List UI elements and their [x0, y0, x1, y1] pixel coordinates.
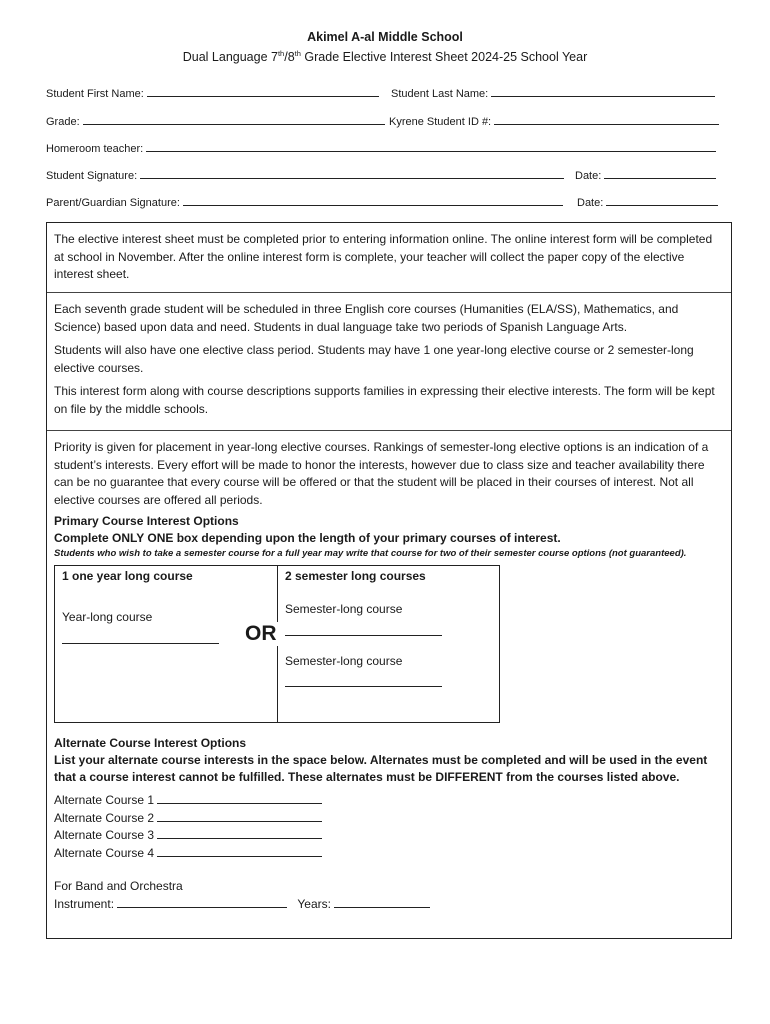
grade-field[interactable]	[83, 114, 385, 125]
schedule-p2: Students will also have one elective class period. Students may have 1 one year-long elective course or 2 semester-long elective courses.	[54, 343, 694, 375]
alternate-field-1[interactable]	[157, 793, 322, 804]
primary-instruction: Complete ONLY ONE box depending upon the length of your primary courses of interest.	[54, 531, 561, 545]
last-name-label: Student Last Name:	[391, 88, 489, 100]
alternate-row-1	[54, 792, 725, 810]
alternate-heading: Alternate Course Interest Options	[54, 736, 247, 750]
date1-row	[575, 168, 716, 182]
year-long-heading: 1 one year long course	[62, 569, 193, 583]
first-name-field[interactable]	[147, 86, 379, 97]
semester-label-1: Semester-long course	[285, 602, 403, 616]
semester-box	[278, 566, 499, 722]
alternate-label-3: Alternate Course 3	[54, 828, 155, 842]
homeroom-row	[46, 141, 716, 155]
date2-row	[577, 195, 718, 209]
alternate-label-1: Alternate Course 1	[54, 793, 155, 807]
semester-course-field-1[interactable]	[285, 634, 442, 636]
date2-field[interactable]	[606, 195, 718, 206]
intro-text: The elective interest sheet must be completed prior to entering information online. The online interest form will be completed at school in November. After the online interest form is complete, your teacher will collect the paper copy of the elective interest sheet.	[54, 232, 713, 281]
parent-signature-label: Parent/Guardian Signature:	[46, 197, 180, 209]
year-long-course-field[interactable]	[62, 642, 219, 644]
priority-section	[47, 431, 731, 919]
date1-field[interactable]	[604, 168, 716, 179]
school-title: Akimel A-al Middle School	[307, 30, 463, 44]
form-subtitle	[0, 49, 770, 64]
superscript-th-1: th	[277, 49, 285, 58]
semester-label-2: Semester-long course	[285, 654, 403, 668]
parent-signature-row	[46, 195, 563, 209]
primary-choice-table	[54, 565, 500, 723]
superscript-th-2: th	[294, 49, 301, 58]
homeroom-label: Homeroom teacher:	[46, 143, 144, 155]
student-signature-label: Student Signature:	[46, 170, 138, 182]
years-field[interactable]	[334, 897, 430, 908]
instrument-label: Instrument:	[54, 896, 115, 911]
info-box	[46, 222, 732, 939]
parent-signature-field[interactable]	[183, 195, 563, 206]
last-name-field[interactable]	[491, 86, 715, 97]
grade-row	[46, 114, 385, 128]
schedule-p1: Each seventh grade student will be scheduled in three English core courses (Humanities (ELA/SS), Mathematics, and Science) based upon data and need. Students in dual language take two periods of Spanish Language Arts.	[54, 302, 679, 334]
alternate-instruction: List your alternate course interests in the space below. Alternates must be completed and will be used in the event that a course interest cannot be fulfilled. These alternates must be DIFFERENT from the courses listed above.	[54, 753, 708, 784]
subtitle-pre: Dual Language 7	[182, 50, 278, 65]
homeroom-field[interactable]	[146, 141, 716, 152]
instrument-field[interactable]	[117, 897, 287, 908]
band-heading: For Band and Orchestra	[54, 879, 183, 893]
date1-label: Date:	[575, 170, 602, 182]
grade-label: Grade:	[46, 116, 80, 128]
years-label: Years:	[297, 896, 331, 911]
semester-course-field-2[interactable]	[285, 685, 442, 687]
band-row	[54, 896, 725, 914]
alternate-field-2[interactable]	[157, 811, 322, 822]
first-name-row	[46, 86, 379, 100]
student-signature-field[interactable]	[140, 168, 564, 179]
date2-label: Date:	[577, 197, 604, 209]
alternate-label-4: Alternate Course 4	[54, 845, 155, 860]
intro-section	[47, 223, 731, 293]
alternate-row-3	[54, 827, 725, 845]
alternate-label-2: Alternate Course 2	[54, 810, 155, 825]
or-separator: OR	[245, 622, 277, 645]
kyrene-id-row	[389, 114, 719, 128]
subtitle-slash: /8	[284, 50, 295, 65]
primary-heading: Primary Course Interest Options	[54, 514, 239, 528]
semester-note: Students who wish to take a semester course for a full year may write that course for two of their semester course options (not guaranteed).	[54, 548, 687, 559]
kyrene-id-field[interactable]	[494, 114, 719, 125]
alternate-field-3[interactable]	[157, 828, 322, 839]
alternate-row-2	[54, 810, 725, 828]
subtitle-post: Grade Elective Interest Sheet 2024-25 School Year	[300, 50, 588, 65]
student-signature-row	[46, 168, 564, 182]
kyrene-id-label: Kyrene Student ID #:	[389, 116, 492, 128]
alternate-field-4[interactable]	[157, 846, 322, 857]
priority-text: Priority is given for placement in year-long elective courses. Rankings of semester-long elective options is an indication of a student’s interests. Every effort will be made to honor the interests, however due to class size and teacher availability there can be no guarantee that every course will be offered or that the student will be placed in their courses of interest. Not all elective courses are offered all periods.	[54, 440, 709, 507]
last-name-row	[391, 86, 715, 100]
schedule-section	[47, 293, 731, 431]
schedule-p3: This interest form along with course descriptions supports families in expressing their elective interests. The form will be kept on file by the middle schools.	[54, 384, 715, 416]
year-long-label: Year-long course	[62, 610, 153, 624]
semester-heading: 2 semester long courses	[285, 569, 426, 583]
first-name-label: Student First Name:	[46, 88, 144, 100]
alternate-row-4	[54, 845, 725, 863]
